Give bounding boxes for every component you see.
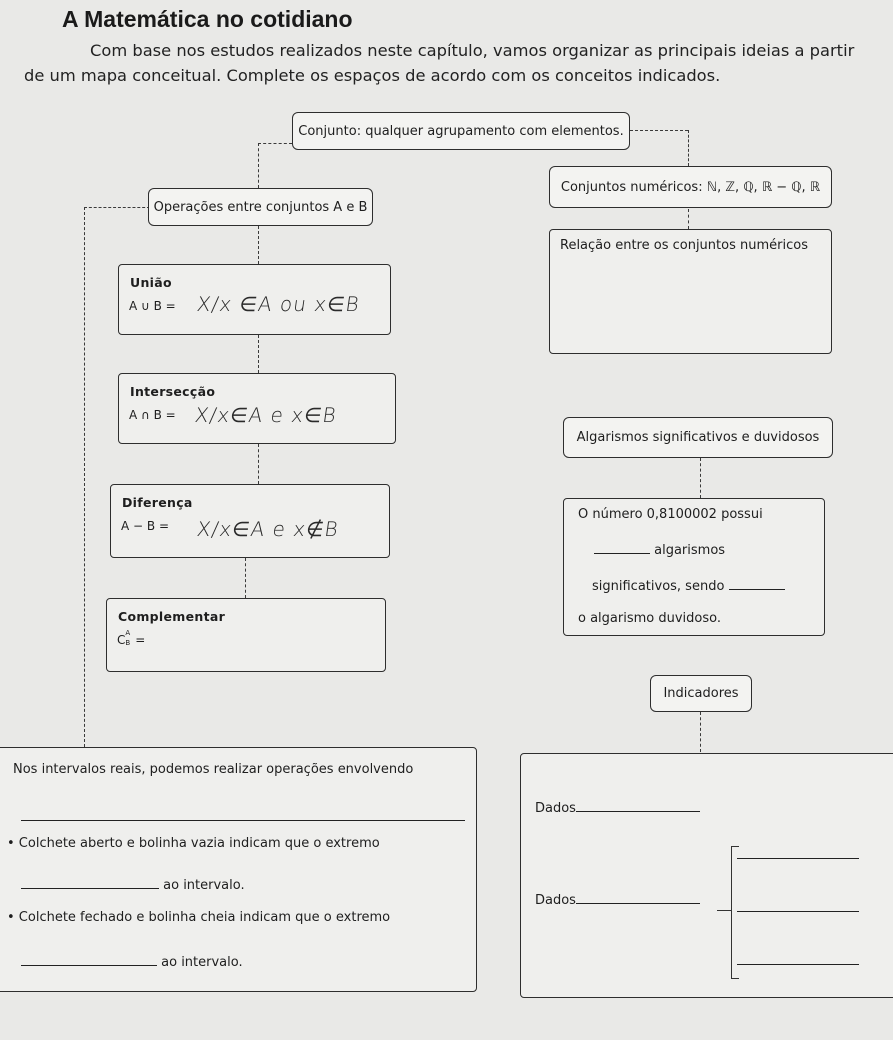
bracket-line [717,910,731,911]
bracket-line [731,978,739,979]
intervals-tail1: ao intervalo. [163,878,245,893]
blank-intervals-operations[interactable] [21,820,465,821]
intervals-line-tail2 [21,955,243,970]
connector [258,143,292,144]
connector [258,335,259,373]
complement-formula [117,629,146,647]
connector [84,207,85,747]
intervals-line1: Nos intervalos reais, podemos realizar operações envolvendo [13,762,414,777]
root-concept-text: Conjunto: qualquer agrupamento com elementos. [298,123,624,139]
connector [258,143,259,188]
difference-title: Diferença [122,495,193,510]
blank-data-result-2[interactable] [737,911,859,912]
number-text-4: o algarismo duvidoso. [578,611,721,626]
intro-paragraph: Com base nos estudos realizados neste capítulo, vamos organizar as principais ideias a partir de um mapa conceitual. Complete os espaços de acordo com os conceitos indicados. [24,41,855,85]
operations-box [148,188,373,226]
intersection-answer: X/x∈A e x∈B [193,403,339,427]
complement-sub: B [125,639,131,647]
blank-doubtful-digit[interactable] [729,589,785,590]
intervals-line-tail1 [21,878,245,893]
difference-box [110,484,390,558]
blank-data-1[interactable] [576,811,700,812]
number-box [563,498,825,636]
connector [688,209,689,229]
number-text-2: algarismos [654,543,726,558]
page-title: A Matemática no cotidiano [62,6,353,32]
bracket-line [731,846,739,847]
connector [688,130,689,166]
complement-title: Complementar [118,609,226,624]
complement-box [106,598,386,672]
data-label-1: Dados [535,801,576,816]
difference-formula: A − B = [121,519,169,533]
data-line1 [535,801,700,816]
intervals-tail2: ao intervalo. [161,955,243,970]
relation-box [549,229,832,354]
blank-data-2[interactable] [576,903,700,904]
connector [700,458,701,498]
union-formula: A ∪ B = [129,299,176,313]
intersection-box [118,373,396,444]
data-label-2: Dados [535,893,576,908]
data-line2 [535,893,700,908]
connector [700,712,701,752]
intersection-title: Intersecção [130,384,216,399]
complement-eq: = [135,633,146,647]
bracket-line [731,846,732,978]
connector [258,226,259,264]
connector [84,207,150,208]
union-title: União [130,275,172,290]
number-text-3: significativos, sendo [592,579,725,594]
number-text-1: O número 0,8100002 possui [578,507,763,522]
blank-digit-count[interactable] [594,553,650,554]
numeric-sets-box [549,166,832,208]
operations-text: Operações entre conjuntos A e B [153,199,368,215]
union-box [118,264,391,335]
connector [258,444,259,484]
indicators-text: Indicadores [663,686,739,701]
blank-open-extreme[interactable] [21,888,159,889]
significant-digits-text: Algarismos significativos e duvidosos [576,430,820,445]
number-line-2 [594,543,725,558]
relation-title: Relação entre os conjuntos numéricos [560,238,808,253]
intervals-box [0,747,477,992]
blank-closed-extreme[interactable] [21,965,157,966]
blank-data-result-3[interactable] [737,964,859,965]
numeric-sets-text: Conjuntos numéricos: ℕ, ℤ, ℚ, ℝ − ℚ, ℝ [560,179,821,195]
intervals-bullet2: • Colchete fechado e bolinha cheia indicam que o extremo [7,910,391,925]
intersection-formula: A ∩ B = [129,408,176,422]
complement-symbol: C [117,633,126,647]
root-concept-box [292,112,630,150]
connector [245,558,246,598]
intervals-bullet1: • Colchete aberto e bolinha vazia indicam que o extremo [7,836,380,851]
complement-sup: A [125,629,131,637]
union-answer: X/x ∈A ou x∈B [195,292,362,316]
data-box [520,753,893,998]
connector [630,130,688,131]
blank-data-result-1[interactable] [737,858,859,859]
indicators-box [650,675,752,712]
significant-digits-box [563,417,833,458]
difference-answer: X/x∈A e x∉B [195,517,341,541]
number-line-3 [592,579,785,594]
